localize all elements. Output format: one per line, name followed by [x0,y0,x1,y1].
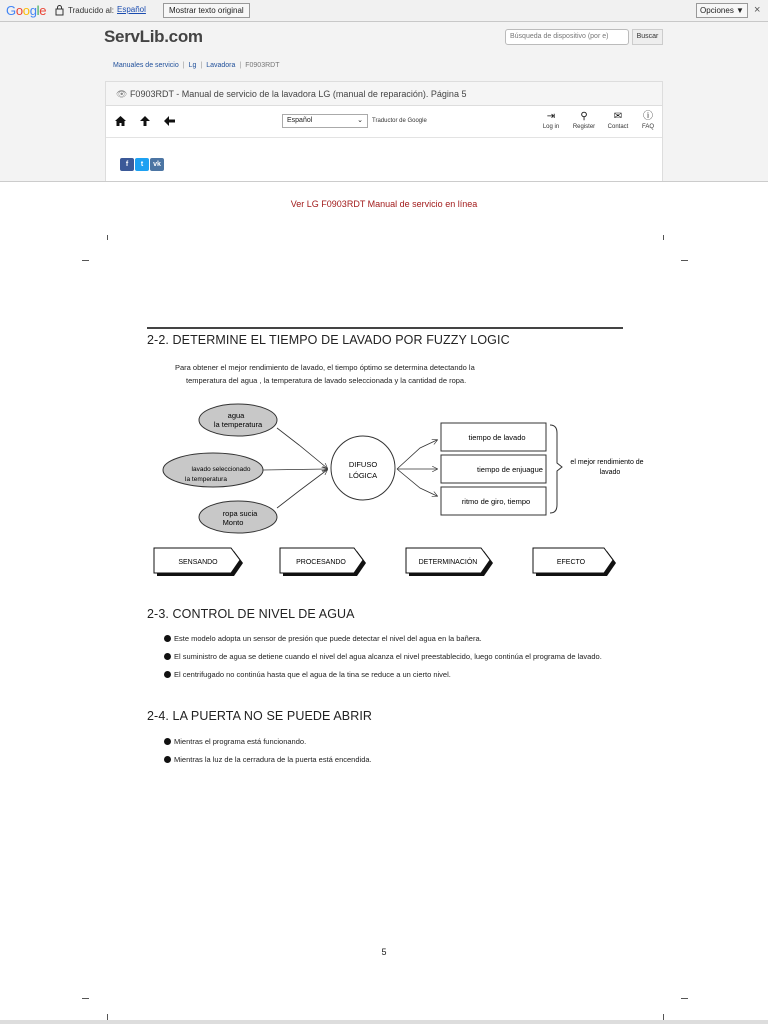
close-icon[interactable]: × [754,4,761,16]
translate-language-select[interactable]: Español [117,5,146,14]
envelope-icon: ✉ [613,111,623,122]
svg-text:DETERMINACIÓN: DETERMINACIÓN [418,559,478,566]
svg-text:agua: agua [227,411,245,420]
stage-determination [406,548,493,576]
question-icon: ⓘ [643,111,653,122]
list-item: Este modelo adopta un sensor de presión que puede detectar el nivel del agua en la bañera. [164,634,482,643]
breadcrumb-current: F0903RDT [245,62,280,69]
input-selected-wash-temperature [163,453,263,487]
section-title-fuzzy-logic: 2-2. DETERMINE EL TIEMPO DE LAVADO POR FUZZY LOGIC [147,333,510,347]
bullet-icon [164,653,171,660]
options-button[interactable]: Opciones ▼ [696,3,748,18]
eye-icon: 👁 [116,89,130,99]
intro-text: Para obtener el mejor rendimiento de lavado, el tiempo óptimo se determina detectando la temperatura del agua , la temperatura de lavado seleccionada y la cantidad de ropa. [175,363,475,385]
output-rinse-time [441,455,546,483]
section-title-door: 2-4. LA PUERTA NO SE PUEDE ABRIR [147,709,373,723]
site-logo[interactable]: ServLib.com [104,27,203,46]
input-dirty-laundry-amount [199,501,277,533]
breadcrumb-service-manuals[interactable]: Manuales de servicio [113,62,179,69]
svg-text:la temperatura: la temperatura [213,420,263,429]
bottom-bar [0,1020,768,1024]
translate-label: Traducido al: [68,6,114,15]
vk-icon[interactable]: vk [150,158,164,171]
result-label-line1: el mejor rendimiento de [570,459,644,466]
svg-text:EFECTO: EFECTO [556,559,586,566]
stage-processing [280,548,366,576]
facebook-icon[interactable]: f [120,158,134,171]
bullet-icon [164,756,171,763]
svg-text:ritmo de giro, tiempo: ritmo de giro, tiempo [461,497,531,506]
list-item: El suministro de agua se detiene cuando el nivel del agua alcanza el nivel preestablecido, luego continúa el programa de lavado. [164,652,602,661]
chevron-down-icon: ⌄ [357,117,363,124]
bullet-icon [164,635,171,642]
register-icon: ⚲ [580,111,588,122]
search-input[interactable]: Búsqueda de dispositivo (por e) [505,29,629,45]
output-spin-time [441,487,546,515]
breadcrumb-lg[interactable]: Lg [188,62,197,69]
breadcrumb: Manuales de servicio | Lg | Lavadora | F0903RDT [113,62,280,69]
svg-text:ropa sucia: ropa sucia [222,509,258,518]
page-number: 5 [381,947,387,957]
svg-text:lavado seleccionado: lavado seleccionado [191,466,251,473]
list-item: Mientras el programa está funcionando. [164,737,306,746]
svg-text:tiempo de enjuague: tiempo de enjuague [477,465,543,474]
svg-text:PROCESANDO: PROCESANDO [296,559,346,566]
input-water-temperature [199,404,277,436]
fuzzy-logic-node [331,436,395,500]
section-title-water-level: 2-3. CONTROL DE NIVEL DE AGUA [147,607,355,621]
login-button[interactable]: ⇥ Log in [534,111,568,130]
bullet-icon [164,671,171,678]
svg-text:tiempo de lavado: tiempo de lavado [468,433,526,442]
stage-sensing [154,548,243,576]
list-item: El centrifugado no continúa hasta que el agua de la tina se reduce a un cierto nivel. [164,670,451,679]
stage-effect [533,548,616,576]
view-online-link[interactable]: Ver LG F0903RDT Manual de servicio en línea [290,199,478,209]
svg-text:Monto: Monto [222,518,244,527]
svg-text:LÓGICA: LÓGICA [348,471,378,480]
language-select[interactable]: Español ⌄ [282,114,368,128]
breadcrumb-washer[interactable]: Lavadora [206,62,236,69]
result-label-line2: lavado [599,469,621,476]
google-translator-label: Traductor de Google [372,118,427,124]
login-icon: ⇥ [546,111,556,122]
svg-text:la temperatura: la temperatura [185,476,227,483]
faq-button[interactable]: ⓘ FAQ [631,111,665,130]
list-item: Mientras la luz de la cerradura de la puerta está encendida. [164,755,372,764]
brace [550,425,562,513]
output-wash-time [441,423,546,451]
svg-text:DIFUSO: DIFUSO [348,460,378,469]
contact-button[interactable]: ✉ Contact [601,111,635,130]
search-button[interactable]: Buscar [632,29,663,45]
page-title: 👁 F0903RDT - Manual de servicio de la lavadora LG (manual de reparación). Página 5 [106,82,662,106]
bullet-icon [164,738,171,745]
register-button[interactable]: ⚲ Register [567,111,601,130]
google-logo: Google [6,3,47,18]
svg-text:SENSANDO: SENSANDO [178,559,218,566]
show-original-button[interactable]: Mostrar texto original [163,3,250,18]
twitter-icon[interactable]: t [135,158,149,171]
